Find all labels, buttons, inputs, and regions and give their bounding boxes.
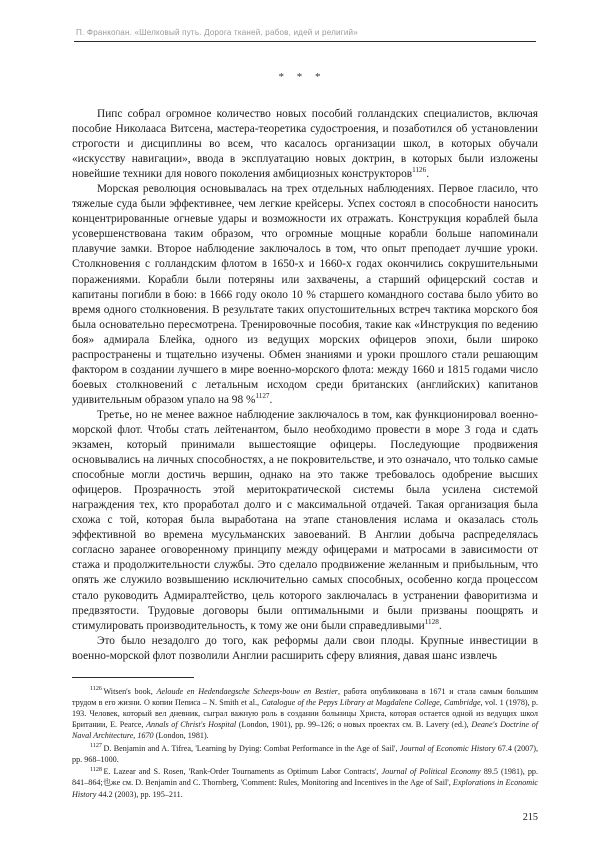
footnote-text: 67.4 (2007), pp. 968–1000. <box>72 743 538 764</box>
footnote-text: (London, 1981). <box>153 731 209 741</box>
page-number: 215 <box>522 812 538 823</box>
running-head: П. Франкопан. «Шелковый путь. Дорога тканей, рабов, идей и религий» <box>76 28 358 37</box>
footnote-title-italic: Catalogue of the Pepys Library at Magdalene College, Cambridge <box>261 697 481 707</box>
footnote-text: E. Lazear and S. Rosen, 'Rank-Order Tournaments as Optimum Labor Contracts', <box>103 767 382 777</box>
footnote-title-italic: Journal of Economic History <box>399 743 496 753</box>
footnote-title-italic: Journal of Political Economy <box>381 767 481 777</box>
footnote-reference[interactable]: 1127 <box>255 392 270 401</box>
footnote-text: (London, 1901), pp. 99–126; о новых проектах см. B. Lavery (ed.), <box>236 720 472 730</box>
footnote-text: Witsen's book, <box>103 686 157 696</box>
footnote-reference[interactable]: 1128 <box>424 617 439 626</box>
footnote-entry <box>72 686 538 741</box>
footnote-entry <box>72 743 538 765</box>
footnote-title-italic: Deane's Doctrine of Naval Architecture, 1670 <box>72 720 538 741</box>
body-paragraph: Это было незадолго до того, как реформы дали свои плоды. Крупные инвестиции в военно-морской флот позволили Англии расширить сферу влияния, давая шанс извлечь <box>72 634 538 662</box>
body-text <box>72 107 538 664</box>
footnote-number[interactable]: 1126 <box>90 686 102 693</box>
footnote-number[interactable]: 1128 <box>90 766 102 773</box>
footnotes-block <box>72 686 538 800</box>
footnote-entry <box>72 766 538 799</box>
body-paragraph: Морская революция основывалась на трех отдельных наблюдениях. Первое гласило, что тяжелые суда были эффективнее, чем легкие крейсеры. Успех состоял в способности наносить концентрированные огневые удары и возможности их отражать. Конструкция кораблей была усовершенствована таким образом, что огромные мощные корабли больше напоминали плавучие замки. Второе наблюдение заключалось в том, что опыт преподает лучшие уроки. Столкновения с голландским флотом в 1650-х и 1660-х годах окончились сокрушительными поражениями. Корабли были потеряны или захвачены, а старший офицерский состав и капитаны погибли в бою: в 1666 году около 10 % старшего командного состава было убито во время одного столкновения. В результате таких опустошительных встреч тактика морского боя была основательно пересмотрена. Тренировочные пособия, такие как «Инструкция по ведению боя» адмирала Блейка, одного из ведущих морских офицеров эпохи, были широко распространены и тщательно изучены. Обмен знаниями и уроки прошлого стали решающим фактором в создании лучшего в мире военно-морского флота: между 1660 и 1815 годами число боевых столкновений с летальным исходом среди британских (английских) капитанов удивительным образом упало на 98 %$^{1127}$. <box>72 183 538 406</box>
running-head-rule <box>74 41 536 42</box>
footnote-title-italic: Aeloude en Hedendaegsche Scheeps-bouw en Bestier <box>156 686 338 696</box>
footnote-text: , vol. 1 (1978), p. 193. Человек, который вел дневник, сыграл важную роль в создании больницы Христа, которая остается одной из ведущих школ Британии, E. Pearce, <box>72 697 538 730</box>
section-divider-asterism: * * * <box>278 71 326 83</box>
footnote-text: D. Benjamin and A. Tifrea, 'Learning by Dying: Combat Performance in the Age of Sail', <box>103 743 400 753</box>
body-paragraph: Пипс собрал огромное количество новых пособий голландских специалистов, включая пособие Николааса Витсена, мастера-теоретика судостроения, и позаботился об установлении строгости и дисциплины во всем, что касалось организации школ, в которых обучали «искусству навигации», ввода в эксплуатацию новых доктрин, в которых были изложены новейшие техники для нового поколения амбициозных конструкторов$^{1126}$. <box>72 108 538 181</box>
footnote-text: 89.5 (1981), pp. 841–864;也же см. D. Benjamin and C. Thornberg, 'Comment: Rules, Monitoring and Incentives in the Age of Sail', <box>72 767 538 788</box>
footnote-title-italic: Annals of Christ's Hospital <box>146 720 237 730</box>
footnote-title-italic: Explorations in Economic History <box>72 778 538 799</box>
footnote-reference[interactable]: 1126 <box>412 166 427 175</box>
footnote-text: , работа опубликована в 1671 и стала самым большим трудом в его жизни. О копии Пеписа – N. Smith et al., <box>72 686 538 707</box>
body-paragraph: Третье, но не менее важное наблюдение заключалось в том, как функционировал военно-морской флот. Чтобы стать лейтенантом, было необходимо провести в море 3 года и сдать экзамен, который принимали вышестоящие офицеры. Последующие продвижения основывались на личных способностях, а не покровительстве, и это означало, что только самые способные могли достичь вершин, однако на это также требовалось одобрение высших офицеров. Прозрачность этой меритократической системы была усилена системой награждения тех, кто проработал долго и с максимальной отдачей. Такая организация была схожа с той, которая была выработана на этапе становления ислама и оказалась столь эффективной во времена мусульманских завоеваний. В Англии добыча распределялась согласно заранее оговоренному принципу между офицерами и матросами в зависимости от стажа и продолжительности службы. Это сделало продвижение желанным и прибыльным, что опять же служило возвышению исключительно самых способных, особенно когда процессом стало руководить Адмиралтейство, цель которого заключалась в устранении фаворитизма и предвзятости. Трудовые договоры были оптимальными и были призваны поощрять и стимулировать производительность, к тому же они были справедливыми$^{1128}$. <box>72 408 538 632</box>
footnote-number[interactable]: 1127 <box>90 742 102 749</box>
footnote-separator-rule <box>72 677 194 678</box>
footnote-text: 44.2 (2003), pp. 195–211. <box>96 789 183 799</box>
